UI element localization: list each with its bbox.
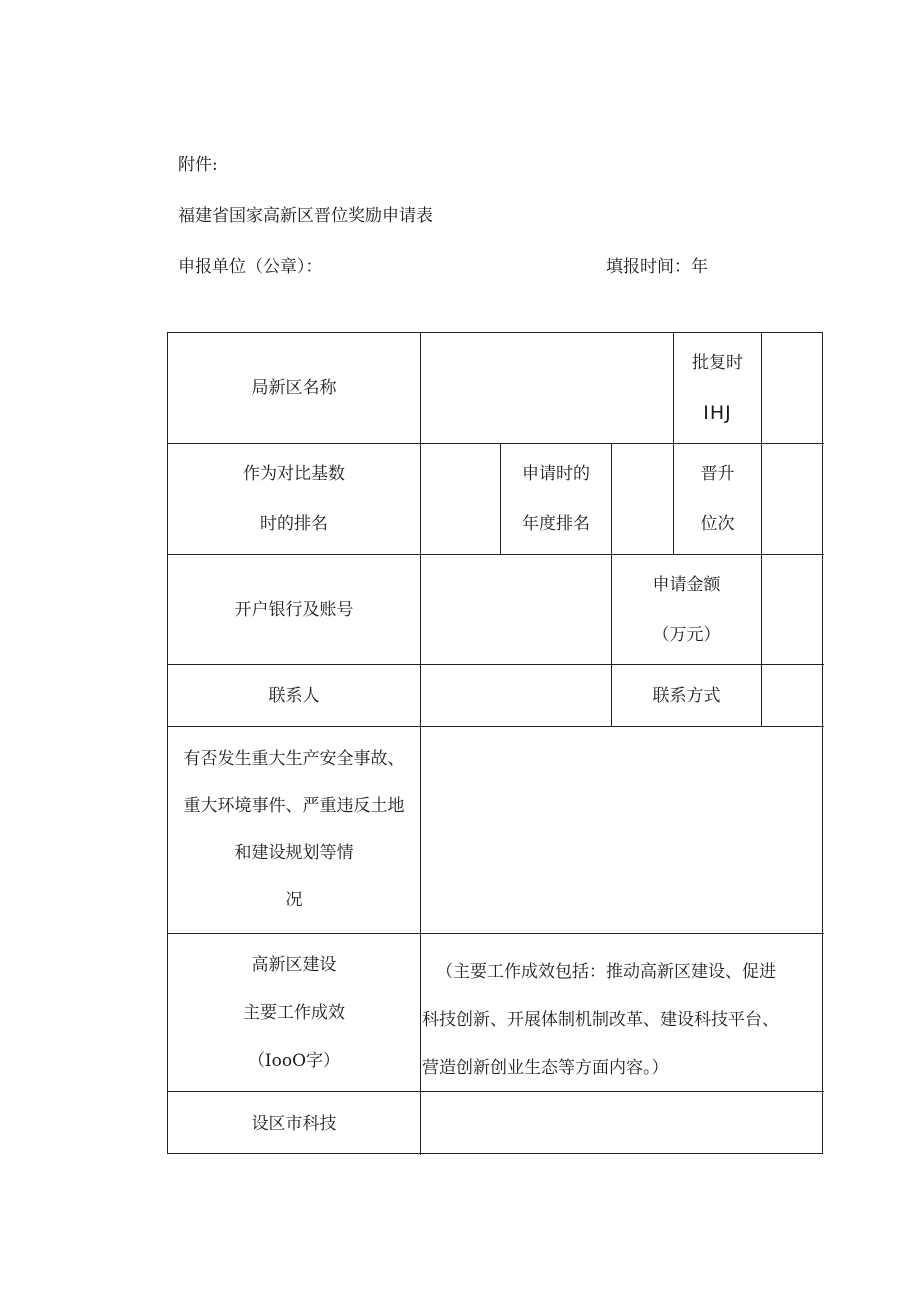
apply-rank-label: 申请时的 年度排名 — [522, 464, 590, 534]
achievement-text-line: （主要工作成效包括：推动高新区建设、促进 — [436, 962, 776, 982]
amount-field[interactable] — [762, 555, 824, 664]
incident-field[interactable] — [421, 727, 824, 933]
achievement-text-line: 营造创新创业生态等方面内容。） — [422, 1058, 669, 1078]
contact-person-field[interactable] — [421, 665, 611, 726]
contact-method-label: 联系方式 — [652, 685, 721, 706]
incident-label: 有否发生重大生产安全事故、 重大环境事件、严重违反土地 和建设规划等情 况 — [183, 749, 405, 910]
achievement-field[interactable] — [422, 948, 822, 1092]
achievement-label: 高新区建设 主要工作成效 （IooO字） — [243, 954, 345, 1071]
apply-rank-field[interactable] — [612, 444, 673, 554]
approval-time-label: 批复时 IHJ — [692, 353, 743, 424]
city-tech-label: 设区市科技 — [251, 1113, 337, 1134]
base-rank-field[interactable] — [421, 444, 500, 554]
bank-account-label: 开户银行及账号 — [234, 599, 354, 620]
promotion-label: 晋升 位次 — [700, 464, 735, 534]
fill-time-label: 填报时间：年 — [606, 257, 708, 277]
base-rank-label: 作为对比基数 时的排名 — [243, 464, 345, 534]
amount-label: 申请金额 （万元） — [652, 574, 721, 645]
contact-method-field[interactable] — [762, 665, 824, 726]
achievement-text-line: 科技创新、开展体制机制改革、建设科技平台、 — [422, 1010, 779, 1030]
application-table — [167, 332, 823, 1154]
promotion-field[interactable] — [762, 444, 824, 554]
applicant-label: 申报单位（公章）： — [178, 257, 323, 277]
hitech-zone-name-label: 局新区名称 — [251, 378, 337, 398]
attachment-label: 附件: — [178, 155, 218, 175]
hitech-zone-name-field[interactable] — [421, 333, 673, 443]
form-title: 福建省国家高新区晋位奖励申请表 — [178, 206, 433, 226]
bank-account-field[interactable] — [421, 555, 611, 664]
approval-time-field[interactable] — [762, 333, 824, 443]
city-tech-field[interactable] — [421, 1092, 824, 1155]
contact-person-label: 联系人 — [268, 685, 320, 706]
